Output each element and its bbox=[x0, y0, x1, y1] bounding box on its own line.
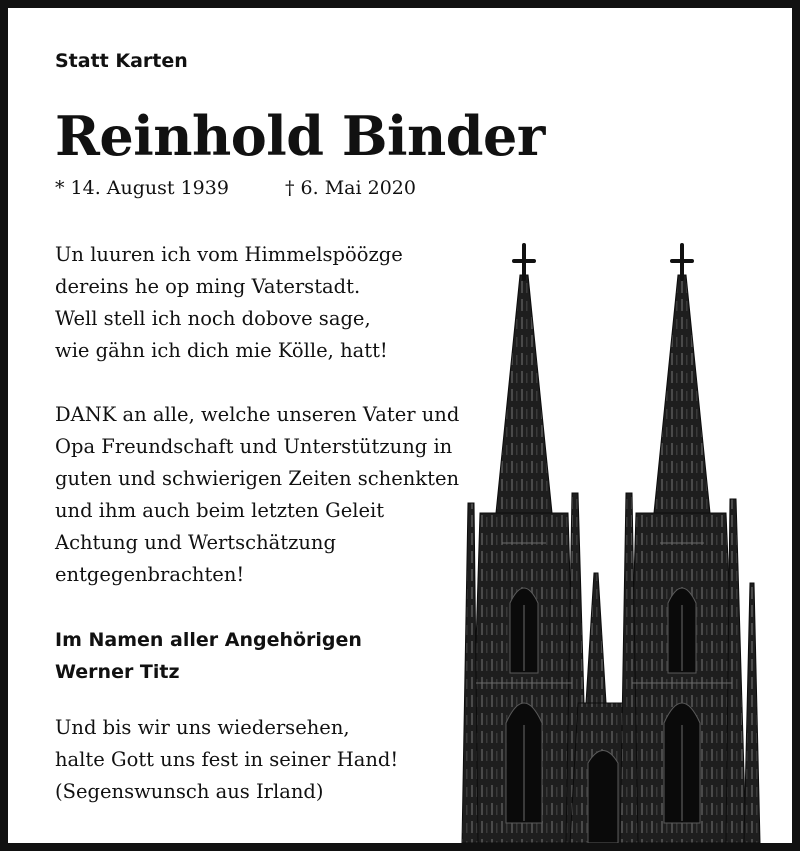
poem-line: Un luuren ich vom Himmelspöözge bbox=[55, 243, 403, 266]
header-label: Statt Karten bbox=[55, 50, 188, 72]
thanks-line: guten und schwierigen Zeiten schenkten bbox=[55, 467, 460, 490]
poem-line: dereins he op ming Vaterstadt. bbox=[55, 275, 361, 298]
poem-line: wie gähn ich dich mie Kölle, hatt! bbox=[55, 339, 388, 362]
signature-line: Im Namen aller Angehörigen bbox=[55, 629, 362, 651]
death-date: † 6. Mai 2020 bbox=[285, 177, 416, 199]
birth-date: * 14. August 1939 bbox=[55, 177, 229, 199]
signature-name: Werner Titz bbox=[55, 661, 180, 683]
thanks-line: DANK an alle, welche unseren Vater und bbox=[55, 403, 460, 426]
cologne-cathedral-towers-icon bbox=[440, 243, 780, 843]
signature-block bbox=[55, 624, 362, 688]
poem-block bbox=[55, 239, 403, 367]
thanks-line: Achtung und Wertschätzung bbox=[55, 531, 336, 554]
thanks-line: entgegenbrachten! bbox=[55, 563, 245, 586]
closing-block bbox=[55, 712, 398, 808]
thanks-line: Opa Freundschaft und Unterstützung in bbox=[55, 435, 453, 458]
closing-line: Und bis wir uns wiedersehen, bbox=[55, 716, 350, 739]
closing-source: (Segenswunsch aus Irland) bbox=[55, 780, 324, 803]
thanks-block bbox=[55, 399, 459, 591]
life-dates bbox=[55, 175, 416, 202]
thanks-line: und ihm auch beim letzten Geleit bbox=[55, 499, 385, 522]
deceased-name: Reinhold Binder bbox=[55, 104, 545, 168]
closing-line: halte Gott uns fest in seiner Hand! bbox=[55, 748, 399, 771]
poem-line: Well stell ich noch dobove sage, bbox=[55, 307, 371, 330]
